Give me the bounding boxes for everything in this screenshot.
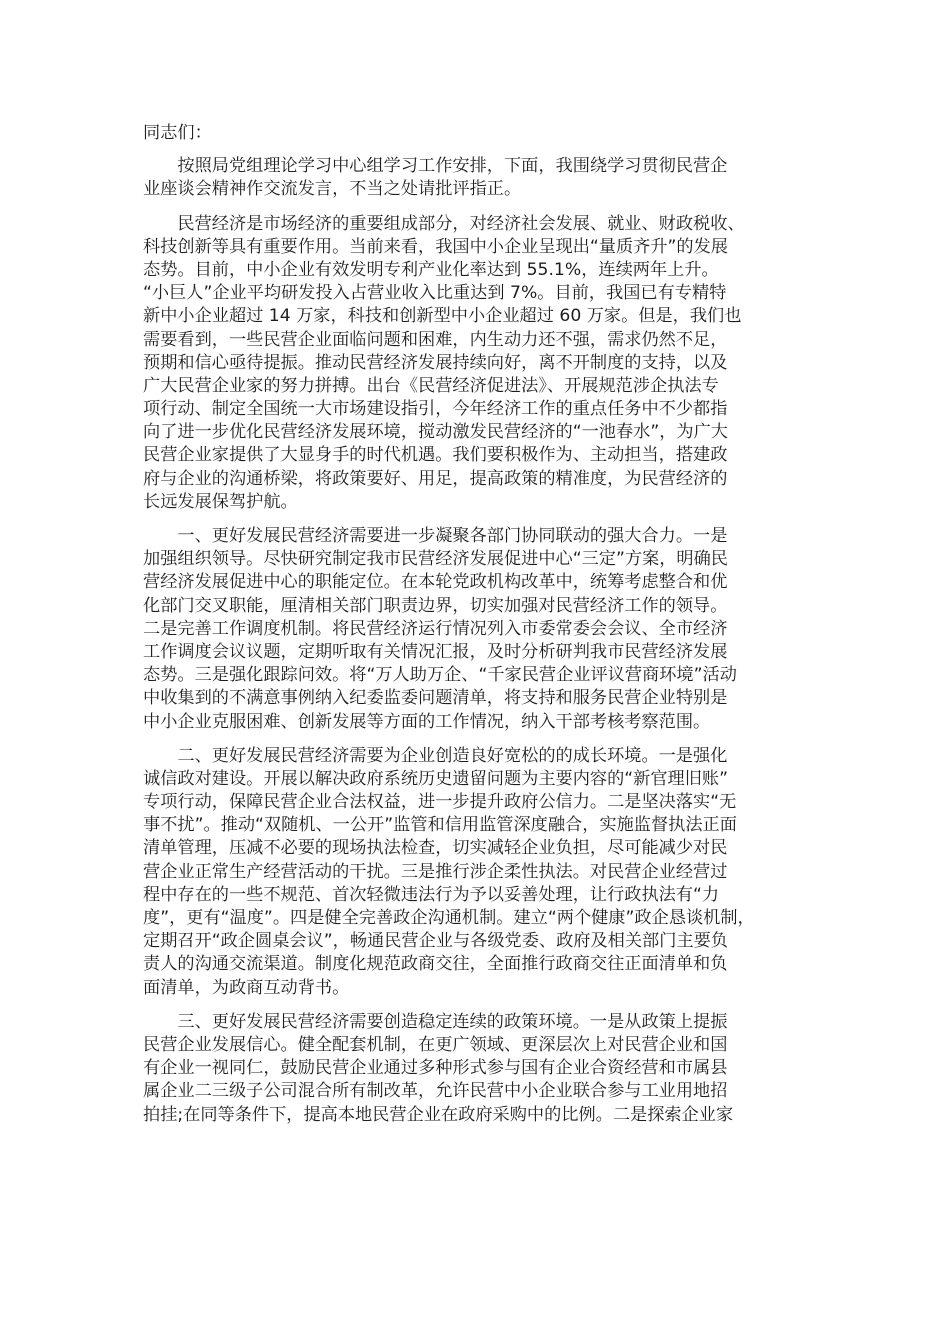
paragraph-container <box>143 155 817 1127</box>
text-line: 责人的沟通交流渠道。制度化规范政商交往，全面推行政商交往正面清单和负 <box>143 954 728 975</box>
text-line: 二、更好发展民营经济需要为企业创造良好宽松的的成长环境。一是强化 <box>143 745 728 766</box>
text-line: 有企业一视同仁，鼓励民营企业通过多种形式参与国有企业合资经营和市属县 <box>143 1058 728 1079</box>
greeting: 同志们： <box>143 123 212 143</box>
text-line: 中小企业克服困难、创新发展等方面的工作情况，纳入干部考核考察范围。 <box>143 711 711 732</box>
text-line: “小巨人”企业平均研发投入占营业收入比重达到 7%。目前，我国已有专精特 <box>143 283 727 304</box>
paragraph <box>143 1011 817 1127</box>
text-line: 程中存在的一些不规范、首次轻微违法行为予以妥善处理，让行政执法有“力 <box>143 884 720 905</box>
text-line: 定期召开“政企圆桌会议”，畅通民营企业与各级党委、政府及相关部门主要负 <box>143 931 728 952</box>
text-line: 清单管理，压减不必要的现场执法检查，切实减轻企业负担，尽可能减少对民 <box>143 838 728 859</box>
text-line: 广大民营企业家的努力拼搏。出台《民营经济促进法》、开展规范涉企执法专 <box>143 375 719 396</box>
text-line: 属企业二三级子公司混合所有制改革，允许民营中小企业联合参与工业用地招 <box>143 1081 728 1102</box>
text-line: 一、更好发展民营经济需要进一步凝聚各部门协同联动的强大合力。一是 <box>143 526 728 546</box>
paragraph <box>143 525 817 734</box>
text-line: 需要看到，一些民营企业面临问题和困难，内生动力还不强，需求仍然不足， <box>143 329 728 350</box>
document-body <box>143 122 817 1138</box>
text-line: 度”，更有“温度”。四是健全完善政企沟通机制。建立“两个健康”政企恳谈机制， <box>143 908 755 928</box>
text-line: 新中小企业超过 14 万家，科技和创新型中小企业超过 60 万家。但是，我们也 <box>143 306 742 327</box>
text-line: 民营经济是市场经济的重要组成部分，对经济社会发展、就业、财政税收、 <box>143 213 745 234</box>
text-line: 态势。目前，中小企业有效发明专利产业化率达到 55.1%，连续两年上升。 <box>143 259 719 280</box>
text-line: 三、更好发展民营经济需要创造稳定连续的政策环境。一是从政策上提振 <box>143 1011 728 1032</box>
text-line: 工作调度会议议题，定期听取有关情况汇报，及时分析研判我市民营经济发展 <box>143 641 728 662</box>
text-line: 府与企业的沟通桥梁，将政策要好、用足，提高政策的精准度，为民营经济的 <box>143 468 728 489</box>
text-line: 长远发展保驾护航。 <box>143 491 298 512</box>
text-line: 面清单，为政商互动背书。 <box>143 977 350 998</box>
paragraph <box>143 155 817 201</box>
text-line: 诚信政对建设。开展以解决政府系统历史遗留问题为主要内容的“新官理旧账” <box>143 768 728 789</box>
text-line: 向了进一步优化民营经济发展环境，搅动激发民营经济的“一池春水”，为广大 <box>143 422 728 443</box>
paragraph <box>143 213 817 514</box>
text-line: 事不扰”。推动“双随机、一公开”监管和信用监管深度融合，实施监督执法正面 <box>143 815 737 836</box>
text-line: 营经济发展促进中心的职能定位。在本轮党政机构改革中，统筹考虑整合和优 <box>143 572 728 593</box>
text-line: 化部门交叉职能，厘清相关部门职责边界，切实加强对民营经济工作的领导。 <box>143 595 728 616</box>
text-line: 按照局党组理论学习中心组学习工作安排，下面，我围绕学习贯彻民营企 <box>143 156 728 177</box>
text-line: 民营企业家提供了大显身手的时代机遇。我们要积极作为、主动担当，搭建政 <box>143 445 728 466</box>
text-line: 业座谈会精神作交流发言，不当之处请批评指正。 <box>143 179 522 200</box>
paragraph <box>143 745 817 1000</box>
text-line: 二是完善工作调度机制。将民营经济运行情况列入市委常委会会议、全市经济 <box>143 618 728 639</box>
text-line: 科技创新等具有重要作用。当前来看，我国中小企业呈现出“量质齐升”的发展 <box>143 236 728 257</box>
text-line: 态势。三是强化跟踪问效。将“万人助万企、“千家民营企业评议营商环境”活动 <box>143 665 737 686</box>
text-line: 民营企业发展信心。健全配套机制，在更广领域、更深层次上对民营企业和国 <box>143 1034 728 1055</box>
text-line: 营企业正常生产经营活动的干扰。三是推行涉企柔性执法。对民营企业经营过 <box>143 861 728 882</box>
text-line: 专项行动，保障民营企业合法权益，进一步提升政府公信力。二是坚决落实“无 <box>143 792 737 813</box>
text-line: 加强组织领导。尽快研究制定我市民营经济发展促进中心“三定”方案，明确民 <box>143 549 728 570</box>
text-line: 拍挂;在同等条件下，提高本地民营企业在政府采购中的比例。二是探索企业家 <box>143 1104 734 1125</box>
text-line: 中收集到的不满意事例纳入纪委监委问题清单，将支持和服务民营企业特别是 <box>143 688 728 709</box>
text-line: 项行动、制定全国统一大市场建设指引，今年经济工作的重点任务中不少都指 <box>143 399 728 420</box>
text-line: 预期和信心亟待提振。推动民营经济发展持续向好，离不开制度的支持，以及 <box>143 352 728 373</box>
